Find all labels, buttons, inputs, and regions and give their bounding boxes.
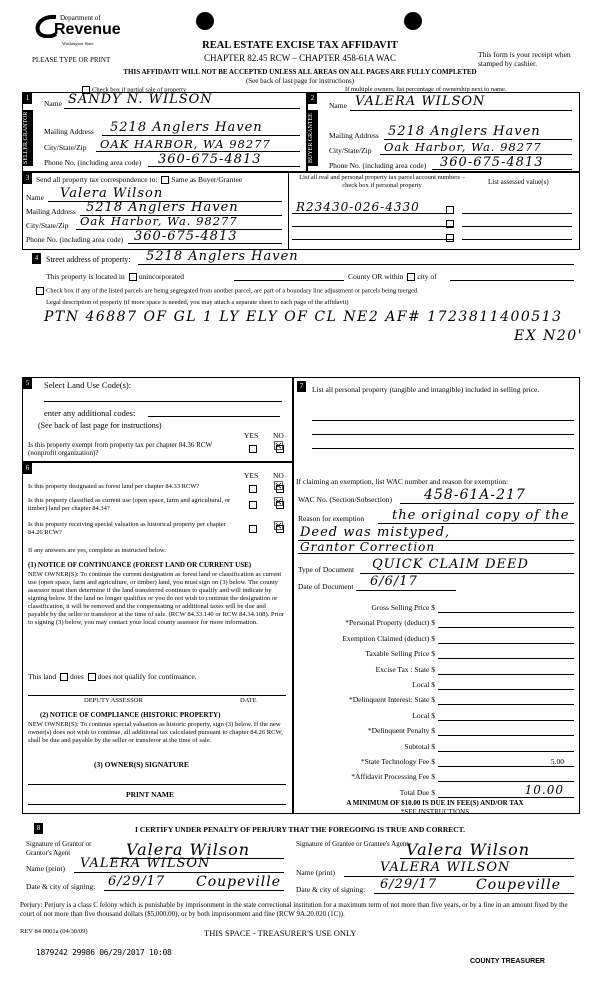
buyer-side-label: BUYER GRANTEE <box>308 110 318 166</box>
certify-statement: I CERTIFY UNDER PENALTY OF PERJURY THAT THE FOREGOING IS TRUE AND CORRECT. <box>134 825 465 834</box>
seller-city-label: City/State/Zip <box>44 143 87 152</box>
form-warning: THIS AFFIDAVIT WILL NOT BE ACCEPTED UNLESS ALL AREAS ON ALL PAGES ARE FULLY COMPLETED <box>123 68 477 76</box>
claim-label: If claiming an exemption, list WAC number and reason for exemption: <box>296 477 509 486</box>
buyer-name[interactable]: VALERA WILSON <box>355 94 486 109</box>
does-not-label: does not qualify for continuance. <box>97 672 197 681</box>
fee-line <box>438 658 574 659</box>
personal-property-checkbox[interactable] <box>446 206 454 214</box>
seller-side-label: SELLER GRANTOR <box>23 110 33 166</box>
fee-label: *Personal Property (deduct) $ <box>345 618 435 628</box>
grantee-date-line <box>374 893 574 894</box>
corr-city[interactable]: Oak Harbor, Wa. 98277 <box>80 214 238 228</box>
located-label: This property is located in <box>46 272 125 281</box>
fee-label: Local $ <box>412 680 435 689</box>
additional-codes-line <box>148 416 280 417</box>
exempt-yes-checkbox[interactable] <box>249 445 257 453</box>
fee-line <box>438 627 574 628</box>
assessed-line <box>462 226 572 227</box>
fee-label: *Affidavit Processing Fee $ <box>351 772 435 782</box>
grantor-date[interactable]: 6/29/17 <box>108 874 166 889</box>
located-row <box>46 272 184 281</box>
assessed-line <box>462 213 572 214</box>
unincorporated-checkbox[interactable] <box>129 273 137 281</box>
yes-header: YES <box>244 431 259 440</box>
forest-yes-checkbox[interactable] <box>249 485 257 493</box>
same-as-buyer-label: Same as Buyer/Grantee <box>171 175 243 184</box>
street-address[interactable]: 5218 Anglers Haven <box>146 249 299 264</box>
grantor-sig-label: Signature of Grantor or Grantor's Agent <box>26 840 92 857</box>
qualify-row <box>28 672 197 681</box>
seller-name-label: Name <box>44 99 62 108</box>
legal-description-1[interactable]: PTN 46887 OF GL 1 LY ELY OF CL NE2 AF# 1723811400513 <box>44 309 563 325</box>
reason-line <box>378 523 574 524</box>
this-land-label: This land <box>28 672 57 681</box>
street-label: Street address of property: <box>46 255 131 264</box>
treasurer-space: THIS SPACE - TREASURER'S USE ONLY <box>204 928 357 938</box>
owner-signature-line <box>28 784 286 785</box>
additional-codes-label: enter any additional codes: <box>44 408 136 418</box>
reason-text-2[interactable]: Deed was mistyped, <box>300 525 451 540</box>
reason-text-3[interactable]: Grantor Correction <box>300 540 436 554</box>
personal-property-checkbox[interactable] <box>446 220 454 228</box>
doc-type-label: Type of Document <box>298 565 355 574</box>
wac-label: WAC No. (Section/Subsection) <box>298 495 392 504</box>
parcel-line <box>292 239 454 240</box>
corr-phone-label: Phone No. (including area code) <box>26 235 124 244</box>
print-name-line <box>28 804 286 805</box>
does-checkbox[interactable] <box>60 673 68 681</box>
historic-no-mark: ☒ <box>273 519 284 533</box>
street-line <box>138 264 574 265</box>
deputy-line <box>28 695 286 696</box>
does-not-checkbox[interactable] <box>88 673 96 681</box>
see-instructions: *SEE INSTRUCTIONS <box>400 808 470 816</box>
current-use-yes-checkbox[interactable] <box>249 501 257 509</box>
notice2-body: NEW OWNER(S): To continue special valuation as historic property, sign (3) below. If the new owner(s) does not wish to continue, all additional tax calculated pursuant to chapter 84.26 RCW, shall be due and payable by the seller or transferor at the time of sale. <box>28 721 283 744</box>
corr-address-label: Mailing Address <box>26 207 76 216</box>
fee-label: Local $ <box>412 710 435 720</box>
buyer-address-label: Mailing Address <box>329 131 379 140</box>
corr-phone[interactable]: 360-675-4813 <box>134 229 238 244</box>
revision-label: REV 84 0001a (04/30/09) <box>20 928 88 935</box>
personal-property-checkbox[interactable] <box>446 234 454 242</box>
corr-address[interactable]: 5218 Anglers Haven <box>86 200 239 215</box>
assessed-header: List assessed value(s) <box>488 178 549 186</box>
fee-label: Excise Tax : State $ <box>375 664 435 674</box>
fee-value[interactable]: 10.00 <box>524 782 564 797</box>
notice1-title: (1) NOTICE OF CONTINUANCE (FOREST LAND OR CURRENT USE) <box>28 561 252 569</box>
doc-type[interactable]: QUICK CLAIM DEED <box>372 557 529 572</box>
partial-sale-label: Check box if partial sale of property <box>92 86 187 94</box>
parcel-header: List all real and personal property tax parcel account numbers – check box if personal property <box>299 174 465 189</box>
yes-header: YES <box>244 471 259 480</box>
seller-city[interactable]: OAK HARBOR, WA 98277 <box>100 137 271 151</box>
doc-date[interactable]: 6/6/17 <box>370 574 418 589</box>
segregated-label: Check box if any of the listed parcels are being segregated from another parcel, are part of a boundary line adjustment or parcels being merged. <box>46 287 419 295</box>
grantee-name-label: Name (print) <box>296 868 335 877</box>
section-number: 8 <box>34 823 43 834</box>
section-number: 5 <box>23 378 32 389</box>
multiple-owners-note: If multiple owners, list percentage of ownership next to name. <box>345 86 507 93</box>
buyer-address[interactable]: 5218 Anglers Haven <box>388 124 541 139</box>
fee-line <box>438 751 574 752</box>
fee-line <box>438 735 574 736</box>
buyer-city[interactable]: Oak Harbor, Wa. 98277 <box>384 140 542 154</box>
form-chapters: CHAPTER 82.45 RCW – CHAPTER 458-61A WAC <box>204 53 396 63</box>
exempt-question: Is this property exempt from property tax per chapter 84.36 RCW (nonprofit organization)? <box>28 441 212 457</box>
corr-city-label: City/State/Zip <box>26 221 69 230</box>
city-of-label: city of <box>417 272 437 281</box>
owner-signature-label: (3) OWNER(S) SIGNATURE <box>94 760 189 769</box>
within-city-checkbox[interactable] <box>407 273 415 281</box>
section-number: 6 <box>23 463 32 474</box>
notice2-title: (2) NOTICE OF COMPLIANCE (HISTORIC PROPERTY) <box>40 711 221 719</box>
fee-line <box>438 643 574 644</box>
seller-address[interactable]: 5218 Anglers Haven <box>110 120 263 135</box>
segregated-checkbox[interactable] <box>36 287 44 295</box>
land-use-line <box>44 401 282 402</box>
parcel-line <box>292 226 454 227</box>
fee-label: Taxable Selling Price $ <box>365 649 435 659</box>
personal-line <box>312 448 574 449</box>
county-line <box>234 280 344 281</box>
no-header: NO <box>273 471 284 480</box>
fee-value[interactable]: 5.00 <box>550 757 564 766</box>
if-yes-note: If any answers are yes, complete as instructed below. <box>28 547 166 554</box>
print-note: PLEASE TYPE OR PRINT <box>32 56 111 64</box>
grantor-city[interactable]: Coupeville <box>196 874 282 890</box>
punch-hole <box>196 12 214 30</box>
fee-label: Subtotal $ <box>404 741 435 751</box>
form-title: REAL ESTATE EXCISE TAX AFFIDAVIT <box>202 40 398 51</box>
seller-name-line <box>64 108 300 109</box>
seller-address-label: Mailing Address <box>44 127 94 136</box>
date-label: DATE <box>240 697 257 704</box>
grantor-name[interactable]: VALERA WILSON <box>80 856 211 871</box>
segregated-row <box>34 287 419 295</box>
section-number: 1 <box>23 93 32 104</box>
fee-line <box>438 612 574 613</box>
fee-label: *State Technology Fee $ <box>360 757 435 766</box>
historic-yes-checkbox[interactable] <box>249 525 257 533</box>
print-name-label: PRINT NAME <box>126 790 174 799</box>
grantor-name-line <box>74 872 284 873</box>
divider <box>288 172 289 250</box>
grantor-signature[interactable]: Valera Wilson <box>126 840 251 859</box>
fee-label: *Delinquent Interest: State $ <box>348 695 435 705</box>
fee-line <box>438 674 574 675</box>
state-name: Washington State <box>62 41 94 46</box>
parcel-number[interactable]: R23430-026-4330 <box>296 200 420 214</box>
county-or-row <box>348 272 437 281</box>
notice1-body: NEW OWNER(S): To continue the current designation as forest land or classification as current use (open space, farm and agriculture, or timber) land, you must sign on (3) below. The county assessor must then determine if the land transferred continues to qualify and will indicate by signing below. If the land no longer qualifies or you do not wish to continue the designation or classification, it will be removed and the compensating or additional taxes will be due and payable by the seller or transferor at the time of sale. (RCW 84.33.140 or RCW 84.34.108). Prior to signing (3) below, you may contact your local county assessor for more information. <box>28 571 285 626</box>
receipt-note: This form is your receipt when stamped by cashier. <box>478 50 571 68</box>
grantee-date[interactable]: 6/29/17 <box>380 877 438 892</box>
fee-line <box>438 766 574 767</box>
personal-line <box>312 434 574 435</box>
personal-line <box>312 420 574 421</box>
seller-phone[interactable]: 360-675-4813 <box>158 152 262 167</box>
county-or-label: County OR within <box>348 272 404 281</box>
grantee-date-label: Date & city of signing: <box>296 885 366 894</box>
fee-line <box>438 689 574 690</box>
exempt-no-mark: ☒ <box>273 439 285 453</box>
buyer-name-line <box>350 110 572 111</box>
does-label: does <box>70 672 84 681</box>
section-number: 4 <box>32 253 41 264</box>
reason-label: Reason for exemption <box>298 514 365 523</box>
wac-number[interactable]: 458-61A-217 <box>424 487 526 503</box>
county-treasurer-label: COUNTY TREASURER <box>470 958 545 965</box>
fee-label: Total Due $ <box>399 787 435 797</box>
treasurer-stamp: 1879242 29986 06/29/2017 10:08 <box>36 948 172 957</box>
grantee-city[interactable]: Coupeville <box>476 877 562 893</box>
punch-hole <box>404 12 422 30</box>
fee-line <box>438 704 574 705</box>
section-number: 3 <box>23 173 32 184</box>
forest-no-mark: ☒ <box>273 479 284 493</box>
forest-question: Is this property designated as forest land per chapter 84.33 RCW? <box>28 483 200 490</box>
correspondence-header <box>36 175 242 184</box>
seller-address-line <box>102 135 300 136</box>
doc-date-line <box>356 590 456 591</box>
seller-phone-label: Phone No. (including area code) <box>44 158 142 167</box>
same-as-buyer-checkbox[interactable] <box>161 176 169 184</box>
buyer-city-label: City/State/Zip <box>329 146 372 155</box>
dept-of: Department of <box>60 14 101 22</box>
see-back-note: (See back of last page for instructions) <box>38 421 162 430</box>
grantee-signature[interactable]: Valera Wilson <box>406 840 531 859</box>
wac-line <box>400 503 574 504</box>
unincorporated-label: unincorporated <box>138 272 185 281</box>
personal-property-label: List all personal property (tangible and intangible) included in selling price. <box>312 385 540 394</box>
back-note: (See back of last page for instructions) <box>245 77 355 85</box>
minimum-note: A MINIMUM OF $10.00 IS DUE IN FEE(S) AND/OR TAX <box>346 799 524 807</box>
no-header: NO <box>273 431 284 440</box>
buyer-name-label: Name <box>329 101 347 110</box>
buyer-phone-label: Phone No. (including area code) <box>329 161 427 170</box>
grantor-date-label: Date & city of signing: <box>26 882 96 891</box>
fee-line <box>438 720 574 721</box>
legal-label: Legal description of property (if more space is needed, you may attach a separate sheet to each page of the affidavit) <box>46 299 349 306</box>
correspondence-header-text: Send all property tax correspondence to: <box>36 175 158 184</box>
corr-name-label: Name <box>26 193 44 202</box>
perjury-note: Perjury: Perjury is a class C felony which is punishable by imprisonment in the state correctional institution for a maximum term of not more than five years, or by a fine in an amount fixed by the court of not more than five thousand dollars ($5,000.00), or by both imprisonment and fine (RCW 9A.20.020 (1C)). <box>20 901 568 918</box>
section-number: 7 <box>297 381 306 392</box>
historic-question: Is this property receiving special valuation as historical property per chapter 84.26 RCW? <box>28 521 226 536</box>
reason-text-1[interactable]: the original copy of the <box>392 508 570 523</box>
grantor-date-line <box>104 890 284 891</box>
current-use-no-mark: ☒ <box>273 495 284 509</box>
assessed-line <box>462 239 572 240</box>
grantee-sig-label: Signature of Grantee or Grantee's Agent <box>296 840 409 848</box>
current-use-question: Is this property classified as current use (open space, farm and agricultural, or timber) land per chapter 84.34? <box>28 497 231 512</box>
grantor-name-label: Name (print) <box>26 864 65 873</box>
land-use-label: Select Land Use Code(s): <box>44 380 132 390</box>
doc-date-label: Date of Document <box>298 582 354 591</box>
fee-label: *Delinquent Penalty $ <box>367 726 435 736</box>
section-number: 2 <box>308 93 317 104</box>
fee-label: Gross Selling Price $ <box>371 603 435 612</box>
seller-name[interactable]: SANDY N. WILSON <box>68 92 213 107</box>
buyer-phone[interactable]: 360-675-4813 <box>440 155 544 170</box>
fee-label: Exemption Claimed (deduct) $ <box>342 633 435 643</box>
corr-name[interactable]: Valera Wilson <box>60 186 164 201</box>
deputy-label: DEPUTY ASSESSOR <box>84 697 143 704</box>
fee-line <box>438 797 574 798</box>
grantee-name[interactable]: VALERA WILSON <box>380 860 511 875</box>
legal-description-2[interactable]: EX N20' <box>514 328 584 344</box>
city-line <box>450 280 574 281</box>
agency-name: Revenue <box>54 21 121 38</box>
